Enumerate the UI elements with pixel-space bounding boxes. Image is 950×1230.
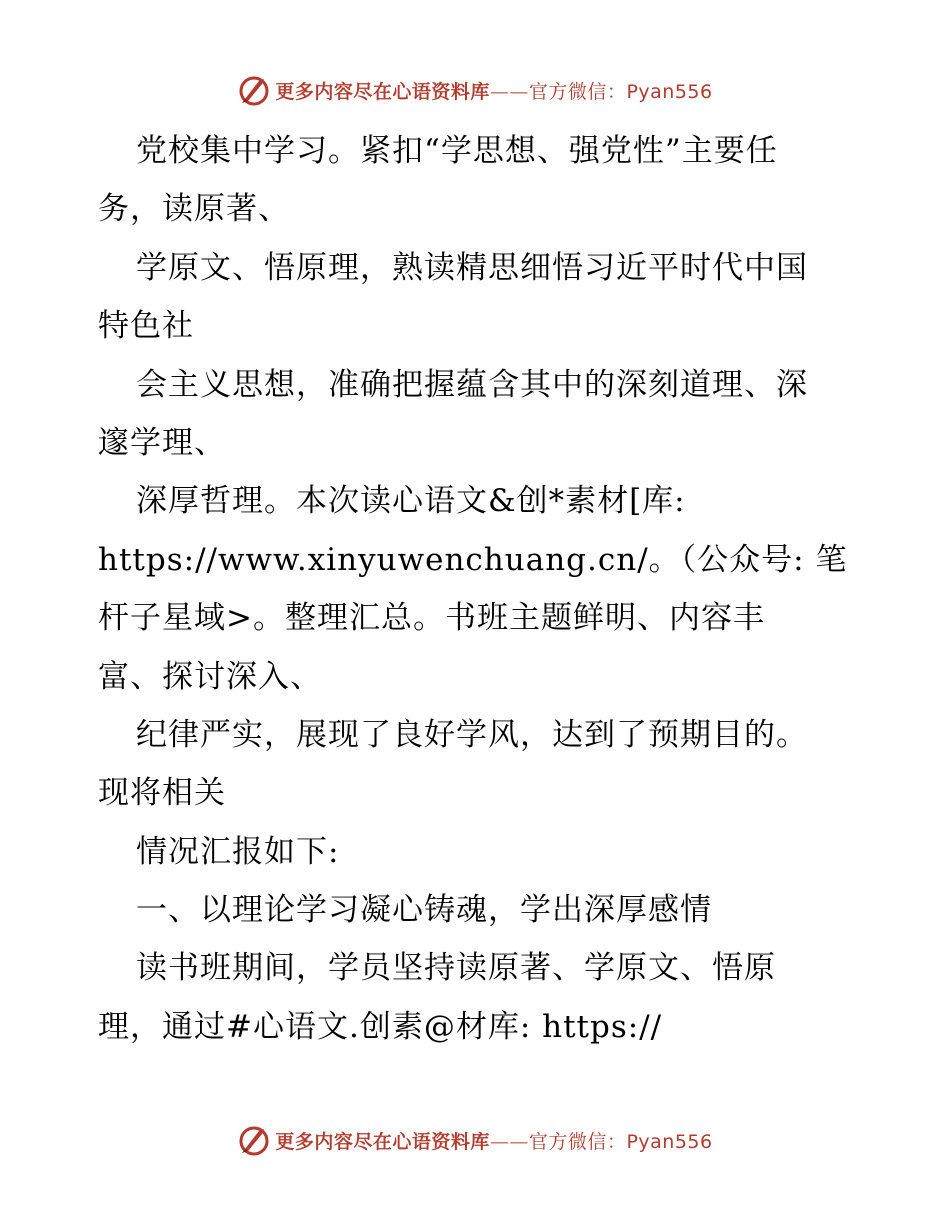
text-line: 会主义思想，准确把握蕴含其中的深刻道理、深: [136, 366, 808, 403]
brush-pen-logo-icon: [237, 1123, 271, 1157]
header-wechat-id: Pyan556: [626, 80, 713, 103]
footer-banner: [0, 1120, 950, 1160]
text-line: 党校集中学习。紧扣“学思想、强党性”主要任: [136, 133, 778, 169]
header-wechat-label: 官方微信：: [528, 80, 627, 103]
brush-pen-logo-icon: [237, 73, 271, 107]
section-heading: 一、以理论学习凝心铸魂，学出深厚感情: [136, 892, 712, 929]
text-line: 学原文、悟原理，熟读精思细悟习近平时代中国: [136, 249, 808, 286]
text-line: 邃学理、: [98, 424, 226, 461]
document-body: [98, 122, 858, 1056]
footer-site-text: 更多内容尽在心语资料库: [275, 1130, 490, 1153]
header-banner: [0, 70, 950, 110]
header-banner-text: [275, 77, 712, 104]
text-line: 杆子星域>。整理汇总。书班主题鲜明、内容丰: [98, 600, 765, 637]
text-line: 纪律严实，展现了良好学风，达到了预期目的。: [136, 716, 808, 753]
text-line: 理，通过#心语文.创素@材库: https://: [98, 1008, 663, 1045]
text-line: 富、探讨深入、: [98, 658, 322, 695]
text-line: 现将相关: [98, 775, 226, 812]
footer-wechat-id: Pyan556: [626, 1130, 713, 1153]
footer-wechat-label: 官方微信：: [528, 1130, 627, 1153]
text-line: 务，读原著、: [98, 191, 290, 228]
footer-banner-text: [275, 1127, 712, 1154]
text-line: 特色社: [98, 308, 194, 345]
header-separator: ——: [489, 80, 529, 103]
header-site-text: 更多内容尽在心语资料库: [275, 80, 490, 103]
text-line: 情况汇报如下:: [136, 833, 340, 870]
text-line-url: https://www.xinyuwenchuang.cn/。（公众号: 笔: [98, 541, 848, 578]
text-line: 深厚哲理。本次读心语文&创*素材[库:: [136, 483, 686, 520]
footer-separator: ——: [489, 1130, 529, 1153]
text-line: 读书班期间，学员坚持读原著、学原文、悟原: [136, 950, 776, 987]
